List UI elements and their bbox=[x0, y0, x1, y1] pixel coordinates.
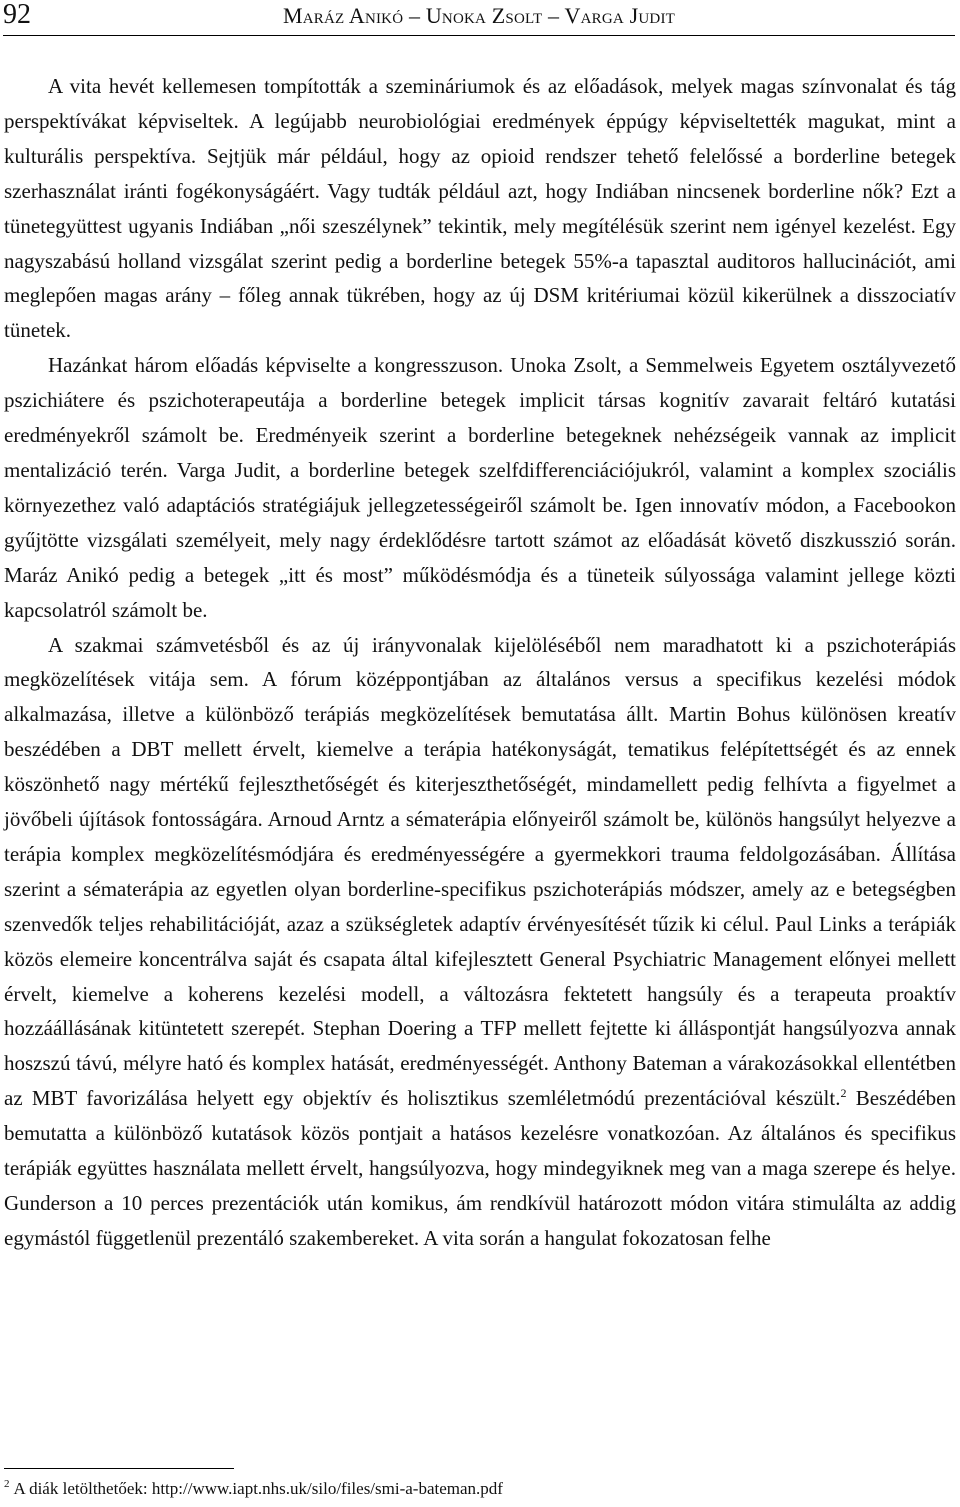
paragraph-3 bbox=[4, 628, 956, 1256]
paragraph-3-text-before-footnote: A szakmai számvetésből és az új irányvonalak kijelöléséből nem maradhatott ki a pszichoterápiás megközelítések vitája sem. A fórum középpontjában az általános versus a specifikus kezelési módok alkalmazása, illetve a különböző terápiás megközelítések bemutatása állt. Martin Bohus különösen kreatív beszédében a DBT mellett érvelt, kiemelve a terápia hatékonyságát, tematikus felépítettségét és az ennek köszönhető nagy mértékű fejleszthetőségét és kiterjeszthetőségét, mindamellett pedig felhívta a figyelmet a jövőbeli újítások fontosságára. Arnoud Arntz a sématerápia előnyeiről számolt be, különös hangsúlyt helyezve a terápia komplex megközelítésmódjára és eredményességére a gyermekkori trauma feldolgozásában. Állítása szerint a sématerápia az egyetlen olyan borderline-specifikus pszichoterápiás módszer, amely az e betegségben szenvedők teljes rehabilitációját, azaz a szükségletek adaptív érvényesítését tűzik ki célul. Paul Links a terápiák közös elemeire koncentrálva saját és csapata által kifejlesztett General Psychiatric Management előnyei mellett érvelt, kiemelve a koherens kezelési modell, a változásra fektetett hangsúly és a terapeuta proaktív hozzáállásának kitüntetett szerepét. Stephan Doering a TFP mellett fejtette ki álláspontját hangsúlyozva annak hoszszú távú, mélyre ható és komplex hatását, eredményességét. Anthony Bateman a várakozásokkal ellentétben az MBT favorizálása helyett egy objektív és holisztikus szemléletmódú prezentációval készült. bbox=[4, 632, 956, 1111]
paragraph-1: A vita hevét kellemesen tompították a szemináriumok és az előadások, melyek magas színvonalat és tág perspektívákat képviseltek. A legújabb neurobiológiai eredmények éppúgy képviseltették magukat, mint a kulturális perspektíva. Sejtjük már például, hogy az opioid rendszer tehető felelőssé a borderline betegek szerhasználat iránti fogékonyságáért. Vagy tudták például azt, hogy Indiában nincsenek borderline nők? Ezt a tünetegyüttest ugyanis Indiában „női szeszélynek” tekintik, mely megítélésük szerint nem igényel kezelést. Egy nagyszabású holland vizsgálat szerint pedig a borderline betegek 55%-a tapasztal auditoros hallucinációt, ami meglepően magas arány – főleg annak tükrében, hogy az új DSM kritériumai közül kikerülnek a disszociatív tünetek. bbox=[4, 74, 956, 343]
article-body bbox=[4, 69, 956, 1256]
footnote bbox=[4, 1478, 904, 1500]
running-head: Maráz Anikó – Unoka Zsolt – Varga Judit bbox=[282, 3, 676, 28]
page-header bbox=[3, 0, 955, 36]
footnote-text: A diák letölthetőek: http://www.iapt.nhs.uk/silo/files/smi-a-bateman.pdf bbox=[13, 1479, 503, 1498]
paragraph-3-text-after-footnote: Beszédében bemutatta a különböző kutatások közös pontjait a hatásos kezelésre vonatkozóan. Az általános és specifikus terápiák együttes használata mellett érvelt, hangsúlyozva, hogy mindegyiknek meg van a maga szerepe és helye. Gunderson a 10 perces prezentációk után komikus, ám rendkívül határozott módon vitára stimulálta az addig egymástól függetlenül prezentáló szakembereket. A vita során a hangulat fokozatosan felhe bbox=[4, 1086, 956, 1250]
header-rule bbox=[3, 35, 955, 36]
footnote-mark: 2 bbox=[4, 1478, 10, 1491]
footnote-rule bbox=[4, 1468, 234, 1469]
page-number: 92 bbox=[3, 0, 31, 30]
paragraph-2: Hazánkat három előadás képviselte a kongresszuson. Unoka Zsolt, a Semmelweis Egyetem osztályvezető pszichiátere és pszichoterapeutája a borderline betegek implicit társas kognitív zavarait feltáró kutatási eredményekről számolt be. Eredményeik szerint a borderline betegeknek nehézségeik vannak az implicit mentalizáció terén. Varga Judit, a borderline betegek szelfdifferenciációjukról, valamint a komplex szociális környezethez való adaptációs stratégiájuk jellegzetességeiről számolt be. Igen innovatív módon, a Facebookon gyűjtötte vizsgálati személyeit, mely nagy érdeklődésre tartott számot az előadását követő diszkusszió során. Maráz Anikó pedig a betegek „itt és most” működésmódja és a tüneteik súlyossága valamint jellege közti kapcsolatról számolt be. bbox=[4, 353, 956, 622]
footnote-reference: 2 bbox=[840, 1086, 847, 1101]
